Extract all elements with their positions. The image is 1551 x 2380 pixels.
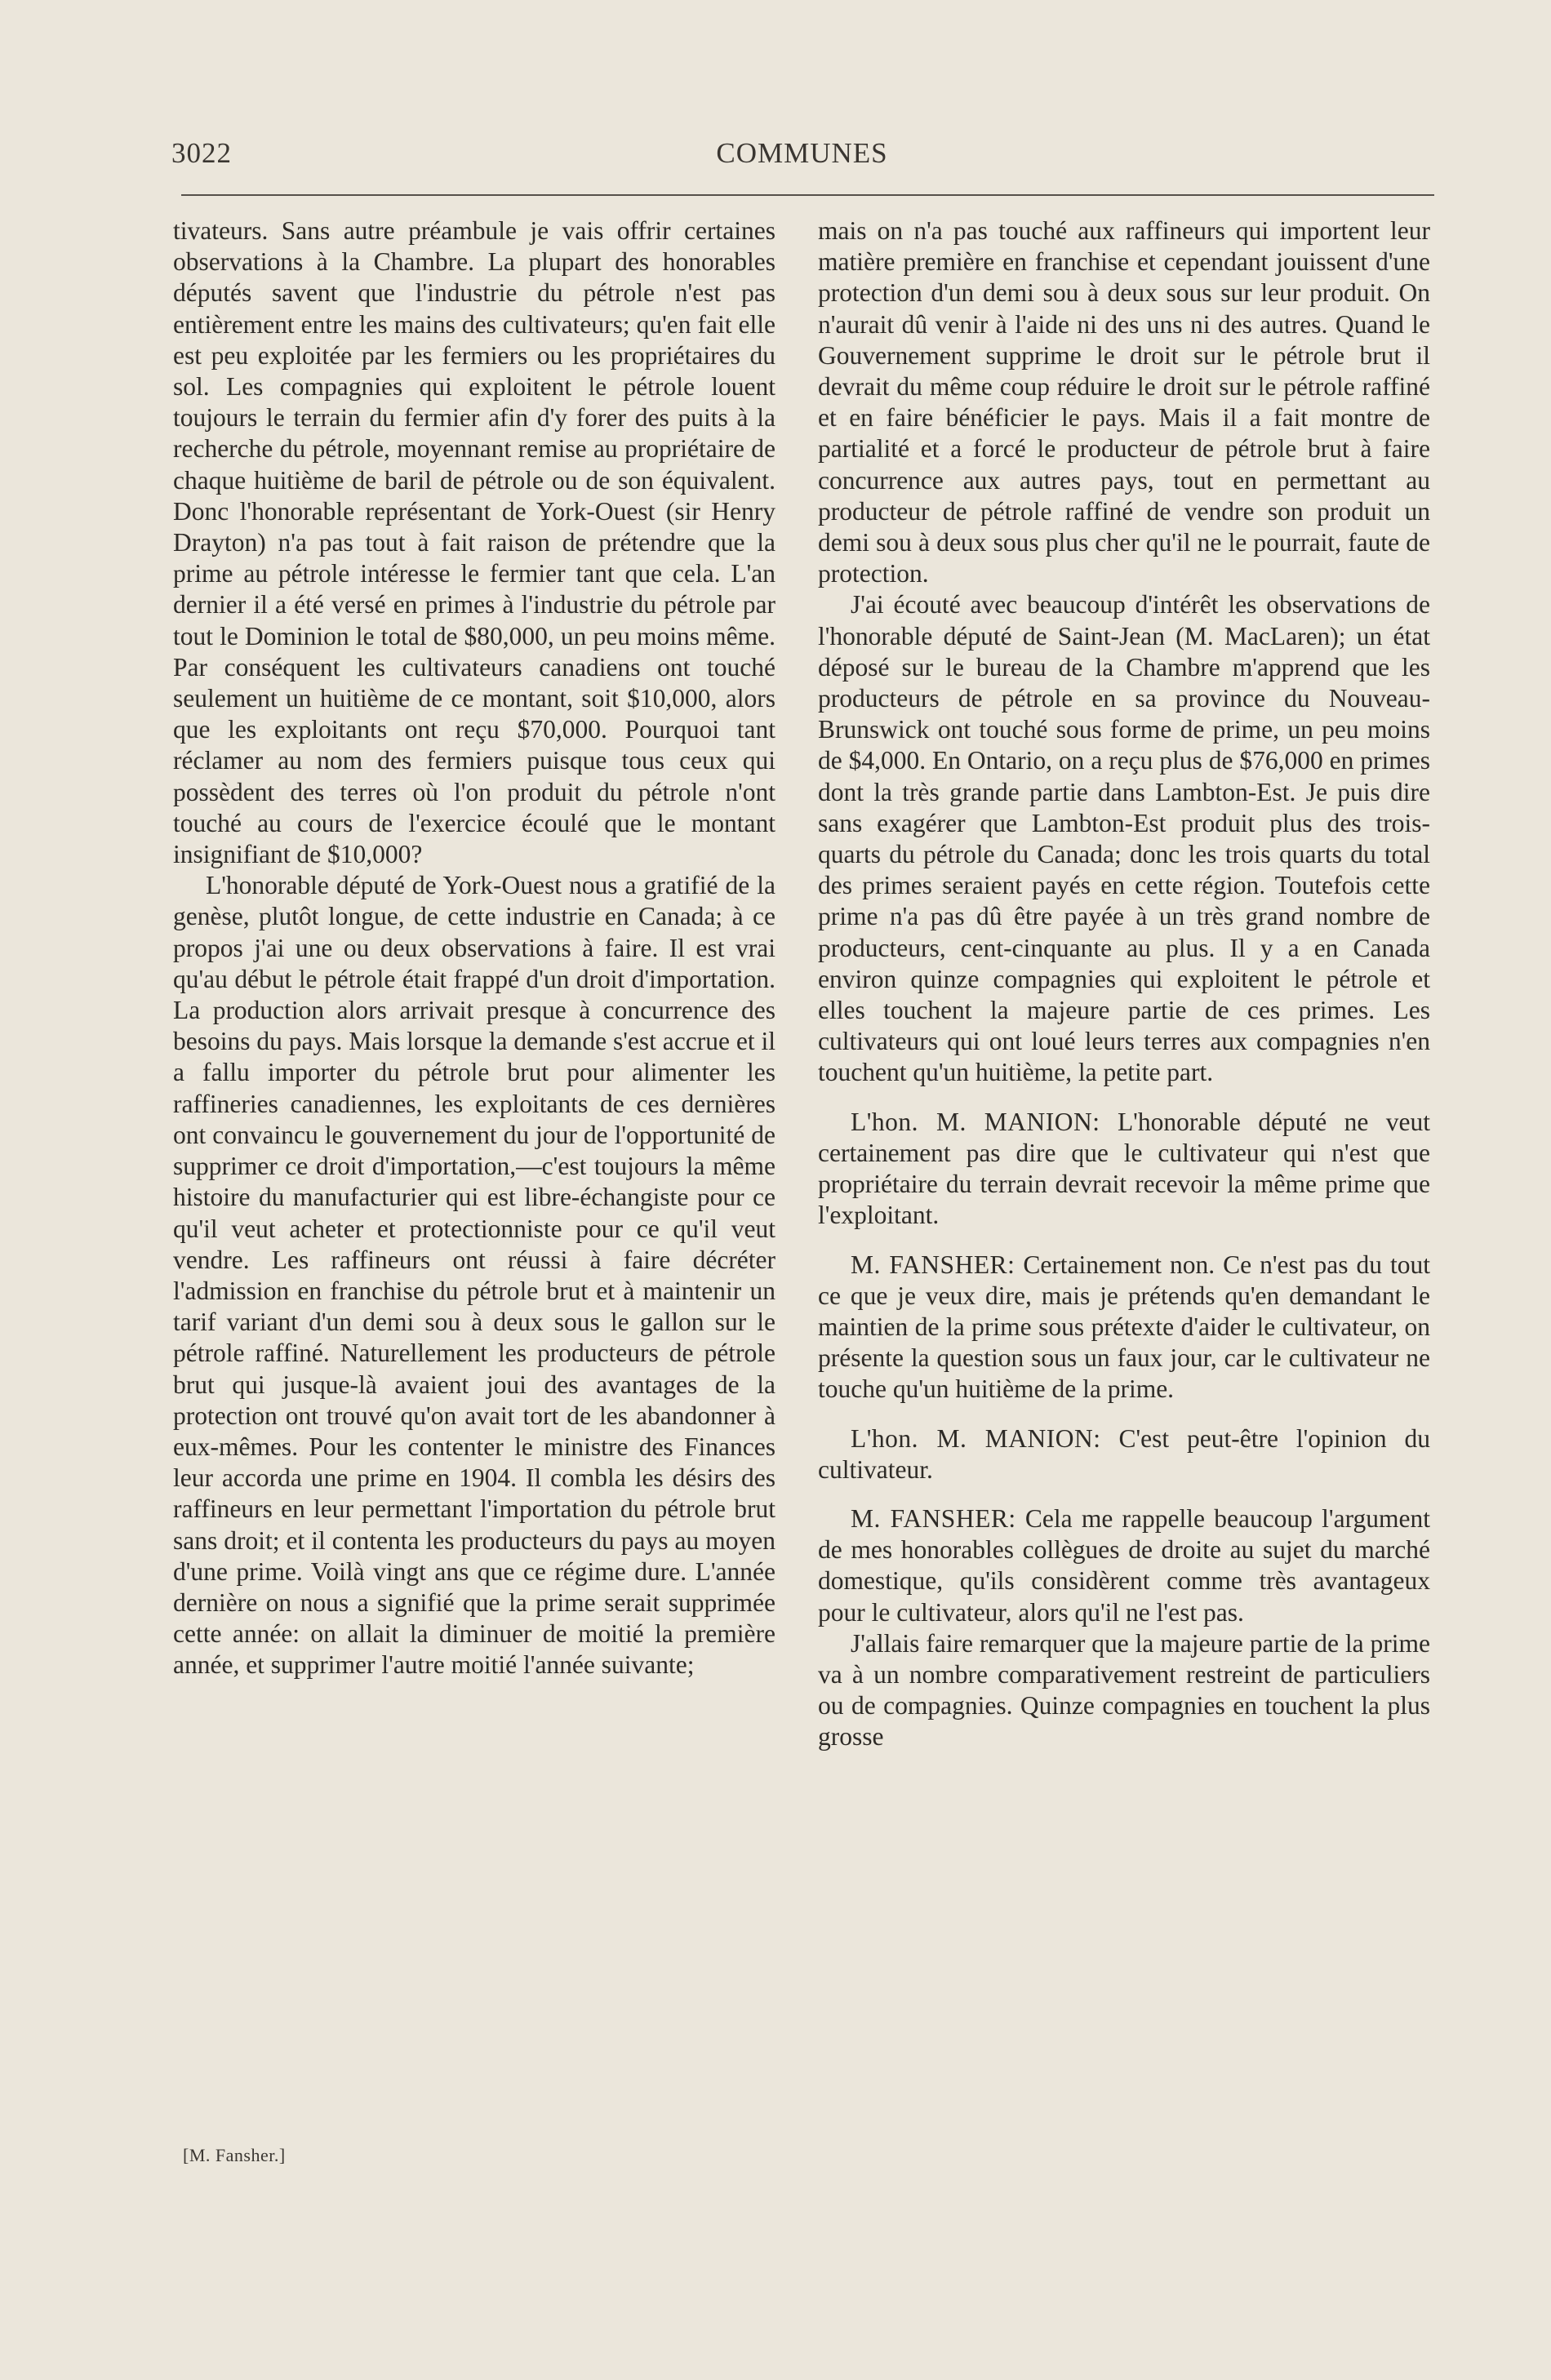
page-header: [171, 137, 1433, 178]
speaker-name: L'hon. M. MANION:: [851, 1107, 1100, 1136]
speaker-signature: [M. Fansher.]: [183, 2145, 286, 2165]
speech-2: [818, 1250, 1430, 1405]
speech-text: L'honorable député ne veut certainement pas dire que le cultivateur qui n'est que propriétaire du terrain devrait recevoir la même prime que l'exploitant.: [818, 1107, 1430, 1230]
speaker-name: M. FANSHER:: [851, 1250, 1015, 1279]
speech-1: [818, 1107, 1430, 1232]
running-title: COMMUNES: [716, 137, 888, 169]
left-column: [173, 215, 776, 1681]
speech-4: [818, 1503, 1430, 1628]
speech-text: Certainement non. Ce n'est pas du tout ce que je veux dire, mais je prétends qu'en demandant le maintien de la prime sous prétexte d'aider le cultivateur, on présente la question sous un faux jour, car le cultivateur ne touche qu'un huitième de la prime.: [818, 1250, 1430, 1404]
speech-3: [818, 1423, 1430, 1485]
speaker-name: M. FANSHER:: [851, 1503, 1016, 1533]
header-rule: [181, 194, 1434, 196]
right-closing-paragraph: J'allais faire remarquer que la majeure partie de la prime va à un nombre comparativement restreint de particuliers ou de compagnies. Quinze compagnies en touchent la plus grosse: [818, 1628, 1430, 1752]
speech-text: Cela me rappelle beaucoup l'argument de mes honorables collègues de droite au sujet du marché domestique, qu'ils considèrent comme très avantageux pour le cultivateur, alors qu'il ne l'est pas.: [818, 1503, 1430, 1627]
speech-text: C'est peut-être l'opinion du cultivateur.: [818, 1423, 1430, 1484]
page-number: 3022: [171, 137, 232, 169]
left-paragraph-1: tivateurs. Sans autre préambule je vais offrir certaines observations à la Chambre. La plupart des honorables députés savent que l'industrie du pétrole n'est pas entièrement entre les mains des cultivateurs; qu'en fait elle est peu exploitée par les fermiers ou les propriétaires du sol. Les compagnies qui exploitent le pétrole louent toujours le terrain du fermier afin d'y forer des puits à la recherche du pétrole, moyennant remise au propriétaire de chaque huitième de baril de pétrole ou de son équivalent. Donc l'honorable représentant de York-Ouest (sir Henry Drayton) n'a pas tout à fait raison de prétendre que la prime au pétrole intéresse le fermier tant que cela. L'an dernier il a été versé en primes à l'industrie du pétrole par tout le Dominion le total de $80,000, un peu moins même. Par conséquent les cultivateurs canadiens ont touché seulement un huitième de ce montant, soit $10,000, alors que les exploitants ont reçu $70,000. Pourquoi tant réclamer au nom des fermiers puisque tous ceux qui possèdent des terres où l'on produit du pétrole n'ont touché au cours de l'exercice écoulé que le montant insignifiant de $10,000?: [173, 216, 776, 869]
right-paragraph-2: J'ai écouté avec beaucoup d'intérêt les observations de l'honorable député de Saint-Jean (M. MacLaren); un état déposé sur le bureau de la Chambre m'apprend que les producteurs de pétrole en sa province du Nouveau-Brunswick ont touché sous forme de prime, un peu moins de $4,000. En Ontario, on a reçu plus de $76,000 en primes dont la très grande partie dans Lambton-Est. Je puis dire sans exagérer que Lambton-Est produit plus des trois-quarts du pétrole du Canada; donc les trois quarts du total des primes seraient payés en cette région. Toutefois cette prime n'a pas dû être payée à un très grand nombre de producteurs, cent-cinquante au plus. Il y a en Canada environ quinze compagnies qui exploitent le pétrole et elles touchent la majeure partie de ces primes. Les cultivateurs qui ont loué leurs terres aux compagnies n'en touchent qu'un huitième, la petite part.: [818, 590, 1430, 1087]
speaker-name: L'hon. M. MANION:: [851, 1423, 1101, 1453]
right-paragraph-1: mais on n'a pas touché aux raffineurs qui importent leur matière première en franchise et cependant jouissent d'une protection d'un demi sou à deux sous sur leur produit. On n'aurait dû venir à l'aide ni des uns ni des autres. Quand le Gouvernement supprime le droit sur le pétrole brut il devrait du même coup réduire le droit sur le pétrole raffiné et en faire bénéficier le pays. Mais il a fait montre de partialité et a forcé le producteur de pétrole brut à faire concurrence aux autres pays, tout en permettant au producteur de pétrole raffiné de vendre son produit un demi sou à deux sous plus cher qu'il ne le pourrait, faute de protection.: [818, 216, 1430, 588]
left-paragraph-2: L'honorable député de York-Ouest nous a gratifié de la genèse, plutôt longue, de cette industrie en Canada; à ce propos j'ai une ou deux observations à faire. Il est vrai qu'au début le pétrole était frappé d'un droit d'importation. La production alors arrivait presque à concurrence des besoins du pays. Mais lorsque la demande s'est accrue et il a fallu importer du pétrole brut pour alimenter les raffineries canadiennes, les exploitants de ces dernières ont convaincu le gouvernement du jour de l'opportunité de supprimer ce droit d'importation,—c'est toujours la même histoire du manufacturier qui est libre-échangiste pour ce qu'il veut acheter et protectionniste pour ce qu'il veut vendre. Les raffineurs ont réussi à faire décréter l'admission en franchise du pétrole brut et à maintenir un tarif variant d'un demi sou à deux sous le gallon sur le pétrole raffiné. Naturellement les producteurs de pétrole brut qui jusque-là avaient joui des avantages de la protection ont trouvé qu'on avait tort de les abandonner à eux-mêmes. Pour les contenter le ministre des Finances leur accorda une prime en 1904. Il combla les désirs des raffineurs en leur permettant l'importation du pétrole brut sans droit; et il contenta les producteurs du pays au moyen d'une prime. Voilà vingt ans que ce régime dure. L'année dernière on nous a signifié que la prime serait supprimée cette année: on allait la diminuer de moitié la première année, et supprimer l'autre moitié l'année suivante;: [173, 871, 776, 1680]
right-column: [818, 215, 1430, 1753]
